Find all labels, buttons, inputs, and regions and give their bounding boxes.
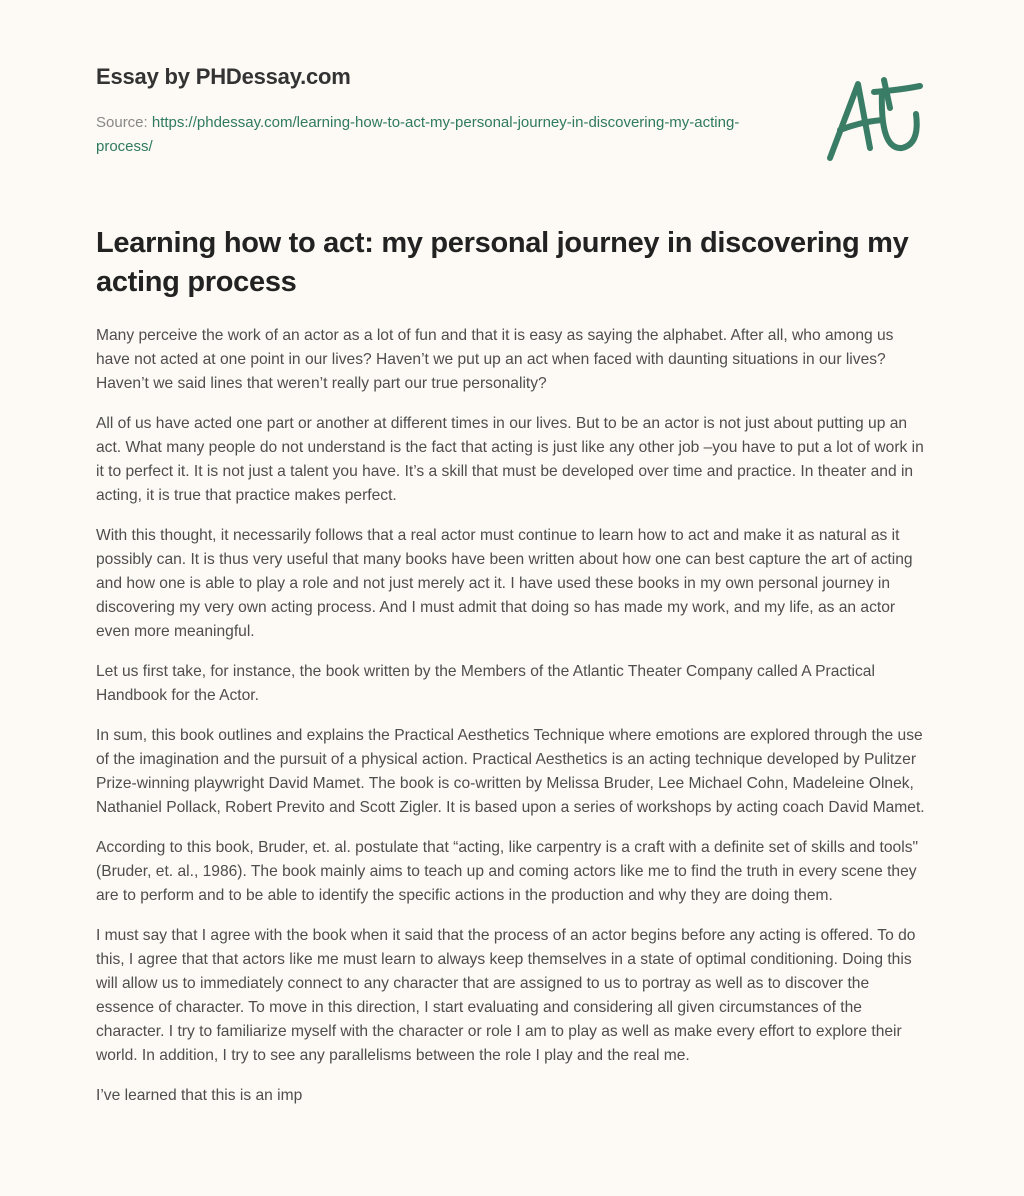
paragraph: I’ve learned that this is an imp [96,1087,303,1104]
paragraph: According to this book, Bruder, et. al. postulate that “acting, like carpentry is a craft with a definite set of skills and tools" (Bruder, et. al., 1986). The book mainly aims to teach up and coming actors like me to find the truth in every scene they are to perform and to be able to identify the specific actions in the production and why they are doing them. [96,839,919,904]
paragraph: All of us have acted one part or another at different times in our lives. But to be an actor is not just about putting up an act. What many people do not understand is the fact that acting is just like any other job –you have to put a lot of work in it to perfect it. It is not just a talent you have. It’s a skill that must be developed over time and practice. In theater and in acting, it is true that practice makes perfect. [96,415,924,504]
source-line [96,111,776,159]
source-label: Source: [96,114,148,131]
paragraph: In sum, this book outlines and explains the Practical Aesthetics Technique where emotions are explored through the use of the imagination and the pursuit of a physical action. Practical Aesthetics is an acting technique developed by Pulitzer Prize-winning playwright David Mamet. The book is co-written by Melissa Bruder, Lee Michael Cohn, Madeleine Olnek, Nathaniel Pollack, Robert Previto and Scott Zigler. It is based upon a series of workshops by acting coach David Mamet. [96,727,925,816]
a-plus-logo-icon [820,70,930,165]
paragraph: With this thought, it necessarily follows that a real actor must continue to learn how to act and make it as natural as it possibly can. It is thus very useful that many books have been written about how one can best capture the art of acting and how one is able to play a role and not just merely act it. I have used these books in my own personal journey in discovering my very own acting process. And I must admit that doing so has made my work, and my life, as an actor even more meaningful. [96,527,913,640]
paragraph: I must say that I agree with the book when it said that the process of an actor begins before any acting is offered. To do this, I agree that that actors like me must learn to always keep themselves in a state of optimal conditioning. Doing this will allow us to immediately connect to any character that are assigned to us to portray as well as to discover the essence of character. To move in this direction, I start evaluating and considering all given circumstances of the character. I try to familiarize myself with the character or role I am to play as well as make every effort to explore their world. In addition, I try to see any parallelisms between the role I play and the real me. [96,927,916,1064]
article-body [96,324,928,1124]
paragraph: Many perceive the work of an actor as a lot of fun and that it is easy as saying the alphabet. After all, who among us have not acted at one point in our lives? Haven’t we put up an act when faced with daunting situations in our lives? Haven’t we said lines that weren’t really part our true personality? [96,327,894,392]
paragraph: Let us first take, for instance, the book written by the Members of the Atlantic Theater Company called A Practical Handbook for the Actor. [96,663,875,704]
site-title: Essay by PHDessay.com [96,64,351,89]
source-link[interactable]: https://phdessay.com/learning-how-to-act-my-personal-journey-in-discovering-my-acting-process/ [96,114,740,155]
article-title: Learning how to act: my personal journey in discovering my acting process [96,227,909,298]
